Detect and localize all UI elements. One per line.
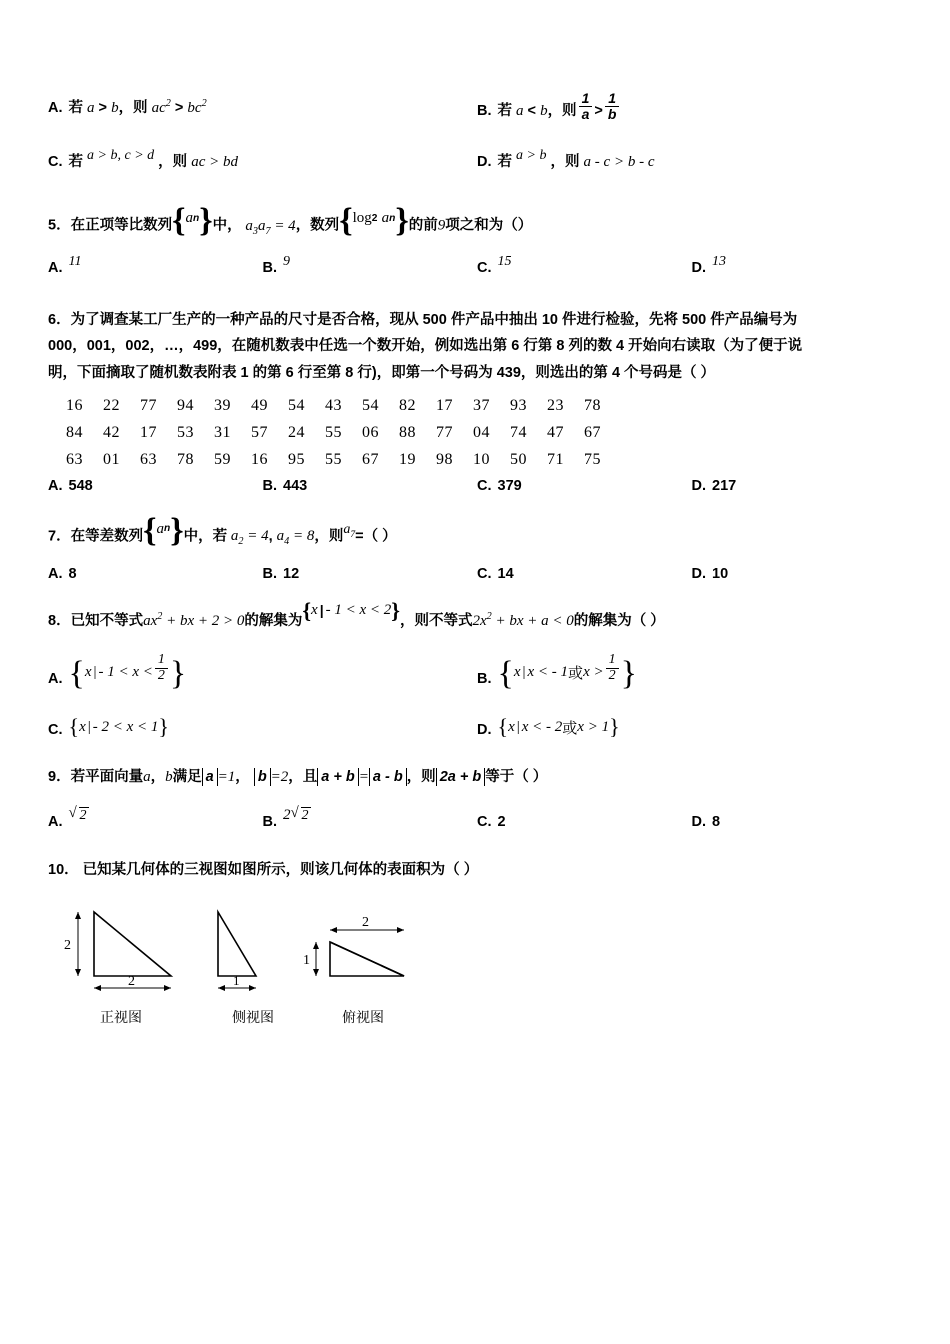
q9-text6: ，则 [406, 769, 436, 786]
option-label-c: C. [48, 154, 63, 171]
svg-text:2: 2 [362, 914, 369, 930]
option-label-b: B. [262, 477, 277, 494]
option-label-d: D. [477, 154, 492, 171]
cell: 16 [66, 396, 83, 414]
figure-caption-side: 侧视图 [232, 1008, 274, 1025]
q8-number: 8． [48, 613, 71, 629]
cell: 77 [436, 423, 453, 441]
option-label-d: D. [691, 477, 706, 494]
q7-cond3: $a_7$ [343, 522, 356, 541]
option-d[interactable] [477, 150, 906, 171]
q5-text4: 的前 [408, 217, 438, 234]
cell: 17 [140, 423, 157, 441]
cell: 24 [288, 423, 305, 441]
q6-number: 6． [48, 311, 71, 328]
cell: 82 [399, 396, 416, 414]
cell: 42 [103, 423, 120, 441]
option-text-a: 若 a > b，则 $ac^2 > bc^2$ [68, 98, 207, 116]
q10-text: 已知某几何体的三视图如图所示，则该几何体的表面积为（ ） [82, 861, 479, 878]
q8-options-row1 [48, 651, 906, 693]
option-text-c: 2 [497, 813, 506, 830]
option-label-b: B. [262, 259, 277, 276]
option-b[interactable] [263, 566, 478, 582]
q6-options [48, 478, 906, 494]
figure-caption-front: 正视图 [100, 1008, 142, 1025]
option-text-d: 13 [712, 253, 726, 269]
cell: 67 [362, 450, 379, 468]
cell: 78 [584, 396, 601, 414]
cell: 95 [288, 450, 305, 468]
option-text-d: 10 [712, 566, 729, 583]
option-text-c: 15 [497, 253, 512, 269]
cell: 17 [436, 396, 453, 414]
option-label-a: A. [48, 813, 63, 830]
option-label-a: A. [48, 477, 63, 494]
option-text-b: 443 [283, 477, 308, 494]
figure-caption-top: 俯视图 [342, 1008, 384, 1025]
option-d[interactable] [691, 253, 907, 277]
q7-options [48, 566, 906, 582]
cell: 63 [66, 450, 83, 468]
option-label-c: C. [477, 259, 492, 276]
option-c[interactable] [48, 150, 477, 171]
svg-text:2: 2 [128, 973, 135, 989]
q9-vec-b: b [165, 769, 173, 786]
option-a[interactable] [48, 807, 263, 831]
q9-text3: 满足 [172, 769, 202, 786]
q7-cond1: $a_2 = 4$ [227, 528, 269, 548]
option-text-c: 若 a > b, c > d ，则 ac > bd [68, 148, 238, 171]
page-content [48, 90, 906, 1025]
cell: 23 [547, 396, 564, 414]
cell: 57 [251, 423, 268, 441]
q9-cond3b-abs: a - b [369, 768, 407, 786]
option-text-a: √ 2 [69, 807, 89, 824]
option-d[interactable] [692, 814, 907, 831]
q7-number: 7． [48, 528, 71, 545]
q9-cond3a-abs: a + b [317, 768, 358, 786]
q5-number: 5． [48, 217, 71, 234]
cell: 74 [510, 423, 527, 441]
q5-text2: 中， [212, 217, 242, 234]
option-label-a: A. [48, 259, 63, 276]
option-label-d: D. [477, 722, 492, 739]
q7-seq: { a n } [143, 512, 184, 550]
option-b[interactable] [262, 806, 478, 831]
q7-text2: 中，若 [183, 528, 228, 545]
option-text-a: 11 [68, 253, 82, 269]
cell: 43 [325, 396, 342, 414]
q8-text1: 已知不等式 [70, 613, 144, 629]
option-label-a: A. [48, 566, 63, 583]
q9-text2: ， [150, 769, 166, 786]
figure-side-view [198, 904, 308, 1027]
svg-text:1: 1 [233, 972, 240, 988]
option-d[interactable] [692, 478, 907, 494]
option-a[interactable] [48, 566, 263, 582]
option-a[interactable] [48, 651, 477, 693]
cell: 39 [214, 396, 231, 414]
option-c[interactable] [477, 566, 692, 582]
option-text-b: { x | x < - 1 或 x > $\frac{1}{2}$ } [497, 651, 637, 693]
option-text-c: { x | - 2 < x < 1 } [68, 714, 169, 740]
cell: 10 [473, 450, 490, 468]
q8-ineq1: $ax^2$ + bx + 2 > 0 [143, 611, 245, 629]
q7-text4: =（ ） [355, 528, 397, 545]
cell: 75 [584, 450, 601, 468]
option-b[interactable] [477, 90, 906, 126]
option-label-d: D. [691, 813, 706, 830]
q5-text5: 项之和为（） [445, 217, 533, 234]
q5-seq: { a n } [172, 201, 213, 239]
option-text-c: 14 [497, 566, 514, 583]
cell: 71 [547, 450, 564, 468]
q8-set1: { x | - 1 < x < 2 } [302, 598, 400, 623]
three-view-figures [48, 898, 906, 1025]
q6-line3: 明，下面摘取了随机数表附表 1 的第 6 行至第 8 行)，即第一个号码为 439，则选出的第 4 个号码是（ ） [48, 365, 716, 382]
option-c[interactable] [48, 716, 477, 738]
q10-number: 10． [48, 861, 79, 878]
q5-log: { log 2 a n } [339, 201, 409, 239]
q9-cond2-abs: b [254, 768, 271, 786]
question-6-stem [48, 307, 906, 387]
option-label-c: C. [477, 477, 492, 494]
cell: 54 [362, 396, 379, 414]
option-b[interactable] [477, 651, 906, 693]
option-a[interactable] [48, 478, 263, 494]
q7-text3: ，则 [314, 528, 344, 545]
q6-text1: 为了调查某工厂生产的一种产品的尺寸是否合格，现从 500 件产品中抽出 10 件进行检验，先将 500 件产品编号为 [70, 311, 798, 328]
question-7-stem: 7．在等差数列 { a n } 中，若 $a_2 = 4$, $a_4 = 8$，则$a_7=$（ ） [48, 512, 397, 550]
cell: 47 [547, 423, 564, 441]
q9-vec-a: a [143, 769, 151, 786]
option-c[interactable] [477, 478, 692, 494]
q9-cond4-abs: 2a + b [436, 768, 486, 786]
option-text-c: 379 [497, 477, 522, 494]
option-label-b: B. [477, 671, 492, 688]
option-label-d: D. [691, 259, 706, 276]
q9-options [48, 806, 906, 831]
option-label-b: B. [262, 813, 277, 830]
q9-number: 9． [48, 769, 71, 786]
q8-text2: 的解集为 [244, 613, 303, 629]
cell: 67 [584, 423, 601, 441]
top-view-drawing [298, 904, 428, 1000]
cell: 06 [362, 423, 379, 441]
question-8-stem [48, 598, 906, 636]
q7-cond2: $a_4 = 8$ [276, 528, 315, 548]
cell: 77 [140, 396, 157, 414]
table-row [66, 451, 906, 469]
q5-text1: 在正项等比数列 [70, 217, 173, 234]
cell: 63 [140, 450, 157, 468]
option-d[interactable] [692, 566, 907, 582]
option-label-c: C. [48, 722, 63, 739]
q9-text7: 等于（ ） [485, 769, 548, 786]
figure-top-view [298, 904, 428, 1027]
q8-text3: ，则不等式 [399, 613, 473, 629]
table-row [66, 424, 906, 442]
option-text-a: 548 [68, 477, 93, 494]
option-text-b: 9 [283, 253, 290, 269]
option-a[interactable] [48, 96, 477, 126]
cell: 16 [251, 450, 268, 468]
q4-options-row2 [48, 150, 906, 171]
option-b[interactable] [263, 478, 478, 494]
cell: 31 [214, 423, 231, 441]
option-c[interactable] [477, 253, 692, 277]
option-d[interactable] [477, 716, 906, 738]
option-text-d: 若 a > b ，则 a - c > b - c [497, 148, 655, 171]
q9-cond1-abs: a [202, 768, 218, 786]
option-text-a: { x | - 1 < x < $\frac{1}{2}$ } [68, 651, 187, 693]
option-label-b: B. [262, 566, 277, 583]
option-text-a: 8 [68, 566, 77, 583]
cell: 01 [103, 450, 120, 468]
side-view-drawing [198, 904, 308, 1000]
cell: 98 [436, 450, 453, 468]
q9-text1: 若平面向量 [70, 769, 144, 786]
cell: 53 [177, 423, 194, 441]
q8-text4: 的解集为（ ） [573, 613, 665, 629]
option-label-a: A. [48, 671, 63, 688]
cell: 19 [399, 450, 416, 468]
question-5-stem [48, 201, 906, 241]
table-row [66, 397, 906, 415]
cell: 55 [325, 450, 342, 468]
option-text-d: 217 [712, 477, 737, 494]
option-text-b: 12 [283, 566, 300, 583]
svg-text:2: 2 [64, 937, 71, 953]
q6-line2: 000，001，002，…，499，在随机数表中任选一个数开始，例如选出第 6 行第 8 列的数 4 开始向右读取（为了便于说 [48, 338, 803, 355]
option-c[interactable] [477, 814, 692, 831]
option-text-d: { x | x < - 2 或 x > 1 } [497, 714, 620, 740]
option-text-d: 8 [712, 813, 721, 830]
option-label-c: C. [477, 813, 492, 830]
question-9-stem: 9．若平面向量a，b满足 a =1， b =2，且 a + b = a - b ，则 2a + b 等于（ ） [48, 769, 548, 786]
cell: 49 [251, 396, 268, 414]
option-a[interactable] [48, 253, 263, 277]
cell: 93 [510, 396, 527, 414]
q9-text5: ，且 [288, 769, 318, 786]
q4-options-row1 [48, 90, 906, 126]
cell: 84 [66, 423, 83, 441]
option-label-d: D. [691, 566, 706, 583]
q5-options [48, 253, 906, 277]
q8-ineq2: $2x^2$ + bx + a < 0 [472, 611, 574, 629]
q8-options-row2 [48, 716, 906, 738]
option-text-b: 2 √ 2 [283, 807, 311, 824]
q7-text1: 在等差数列 [70, 528, 144, 545]
svg-text:1: 1 [303, 952, 310, 968]
cell: 50 [510, 450, 527, 468]
q5-n: 9 [437, 217, 446, 234]
q5-cond: $a_3a_7 = 4$ [241, 217, 296, 237]
option-b[interactable] [262, 253, 478, 277]
cell: 54 [288, 396, 305, 414]
cell: 78 [177, 450, 194, 468]
figure-front-view [56, 904, 186, 1027]
front-view-drawing [56, 904, 186, 1000]
cell: 04 [473, 423, 490, 441]
question-10-stem [48, 857, 906, 884]
q5-text3: ，数列 [295, 217, 340, 234]
option-label-a: A. [48, 100, 63, 116]
cell: 22 [103, 396, 120, 414]
option-label-c: C. [477, 566, 492, 583]
cell: 59 [214, 450, 231, 468]
random-number-table [66, 397, 906, 469]
q6-line1 [48, 307, 906, 334]
cell: 94 [177, 396, 194, 414]
cell: 37 [473, 396, 490, 414]
option-label-b: B. [477, 103, 492, 120]
cell: 88 [399, 423, 416, 441]
cell: 55 [325, 423, 342, 441]
option-text-b: 若 a < b，则 $\frac{1}{a}$ > $\frac{1}{b}$ [498, 96, 622, 126]
